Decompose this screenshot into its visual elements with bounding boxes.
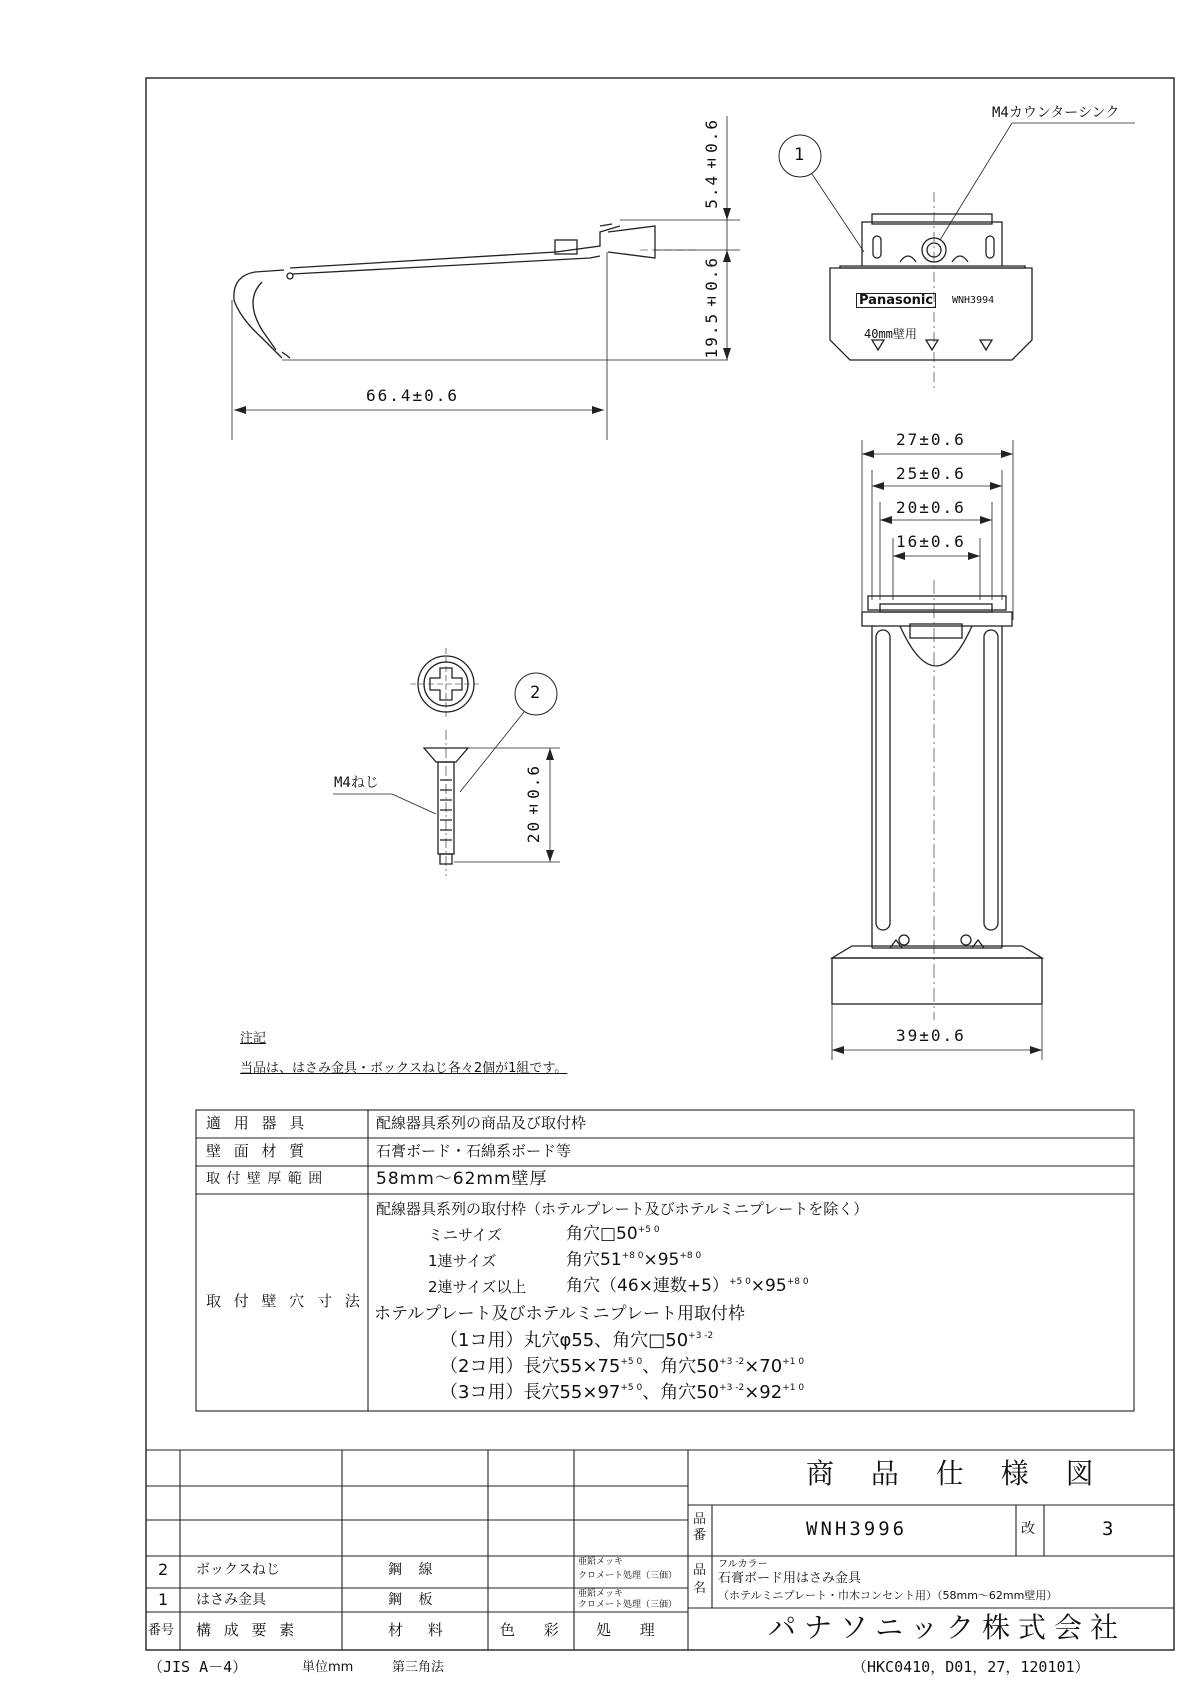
mini-size-value: 角穴$□50^{+5 0}$ bbox=[566, 1224, 660, 1244]
hotel-2-value: （2コ用）長穴$55\times 75^{+5 0}$、角穴$50^{+3 -2}\times 70^{+1 0}$ bbox=[440, 1356, 805, 1377]
spec-row-value: 石膏ボード・石綿系ボード等 bbox=[376, 1142, 572, 1160]
notes-text: 当品は、はさみ金具・ボックスねじ各々2個が1組です。 bbox=[240, 1061, 568, 1076]
dim-side-length: 66.4±0.6 bbox=[366, 386, 460, 405]
part-finish-1: 亜鉛メッキ bbox=[578, 1557, 624, 1567]
part-no: 2 bbox=[158, 1560, 169, 1579]
title-block-title: 商 品 仕 様 図 bbox=[806, 1457, 1108, 1490]
header-color: 色 彩 bbox=[500, 1621, 571, 1639]
part-no: 1 bbox=[158, 1590, 169, 1609]
spec-hole-label: 取 付 壁 穴 寸 法 bbox=[206, 1292, 364, 1310]
revision-label: 改 bbox=[1021, 1521, 1035, 1537]
dim-w25: 25±0.6 bbox=[896, 464, 966, 483]
company-name: パナソニック株式会社 bbox=[768, 1611, 1127, 1644]
double-size-name: 2連サイズ以上 bbox=[428, 1278, 527, 1296]
part-name: ボックスねじ bbox=[196, 1562, 280, 1578]
part-material: 鋼 線 bbox=[388, 1562, 439, 1578]
product-name-line3: （ホテルミニプレート・巾木コンセント用）（58mm〜62mm壁用） bbox=[718, 1589, 1058, 1602]
callout-2-label: 2 bbox=[530, 683, 541, 703]
dim-side-height-top: 5.4±0.6 bbox=[702, 118, 721, 209]
single-size-value: 角穴$51^{+8 0}\times 95^{+8 0}$ bbox=[566, 1250, 702, 1270]
part-finish-2: クロメート処理（三価） bbox=[578, 1600, 678, 1610]
dim-w20: 20±0.6 bbox=[896, 498, 966, 517]
panasonic-logo: Panasonic bbox=[856, 293, 936, 308]
hotel-heading: ホテルプレート及びホテルミニプレート用取付枠 bbox=[374, 1304, 745, 1324]
header-component: 構 成 要 素 bbox=[196, 1621, 299, 1639]
revision-value: 3 bbox=[1102, 1518, 1114, 1540]
footer-doc-code: （HKC0410，D01，27，120101） bbox=[852, 1658, 1090, 1676]
double-size-value: 角穴（46×連数$+5)^{+5 0}\times 95^{+8 0}$ bbox=[566, 1276, 809, 1296]
spec-hole-line1: 配線器具系列の取付枠（ホテルプレート及びホテルミニプレートを除く） bbox=[376, 1200, 869, 1218]
drawing-frame bbox=[146, 78, 1174, 1650]
callout-1-label: 1 bbox=[794, 145, 805, 165]
single-size-name: 1連サイズ bbox=[428, 1252, 497, 1270]
spec-row-value: 58mm〜62mm壁厚 bbox=[376, 1169, 548, 1189]
part-material: 鋼 板 bbox=[388, 1592, 439, 1608]
footer-unit: 単位mm bbox=[302, 1660, 354, 1675]
part-name: はさみ金具 bbox=[196, 1592, 266, 1608]
plate-part-code: WNH3994 bbox=[952, 295, 995, 306]
dim-side-height-bottom: 19.5±0.6 bbox=[702, 256, 721, 359]
hinmei-label: 品名 bbox=[693, 1563, 707, 1596]
front-view bbox=[779, 123, 1135, 390]
header-finish: 処 理 bbox=[596, 1621, 667, 1639]
wall-40-label: 40mm壁用 bbox=[864, 327, 917, 341]
spec-row-value: 配線器具系列の商品及び取付枠 bbox=[376, 1114, 587, 1132]
hotel-1-value: （1コ用）丸穴φ55、角穴$□50^{+3 -2}$ bbox=[440, 1330, 714, 1351]
spec-row-label: 壁 面 材 質 bbox=[206, 1142, 309, 1160]
spec-row-label: 取 付 壁 厚 範 囲 bbox=[206, 1171, 324, 1187]
product-name-line2: 石膏ボード用はさみ金具 bbox=[718, 1571, 862, 1586]
dim-w16: 16±0.6 bbox=[896, 532, 966, 551]
mini-size-name: ミニサイズ bbox=[428, 1226, 502, 1244]
countersink-label: M4カウンターシンク bbox=[992, 105, 1120, 121]
side-view bbox=[232, 116, 740, 440]
footer-jis: （JIS A－4） bbox=[148, 1658, 248, 1676]
part-finish-1: 亜鉛メッキ bbox=[578, 1589, 624, 1599]
dim-screw-length: 20±0.6 bbox=[524, 764, 543, 844]
product-code: WNH3996 bbox=[806, 1518, 908, 1540]
spec-row-label: 適 用 器 具 bbox=[206, 1114, 309, 1132]
screw-label: M4ねじ bbox=[334, 775, 379, 791]
dim-w39: 39±0.6 bbox=[896, 1026, 966, 1045]
hotel-3-value: （3コ用）長穴$55\times 97^{+5 0}$、角穴$50^{+3 -2}\times 92^{+1 0}$ bbox=[440, 1382, 805, 1403]
hinban-label: 品番 bbox=[693, 1512, 707, 1543]
footer-projection: 第三角法 bbox=[392, 1660, 445, 1675]
part-finish-2: クロメート処理（三価） bbox=[578, 1571, 678, 1581]
dim-w27: 27±0.6 bbox=[896, 430, 966, 449]
notes-heading: 注記 bbox=[240, 1031, 267, 1046]
header-no: 番号 bbox=[148, 1623, 175, 1638]
header-material: 材 料 bbox=[388, 1621, 453, 1639]
product-name-line1: フルカラー bbox=[718, 1559, 768, 1570]
